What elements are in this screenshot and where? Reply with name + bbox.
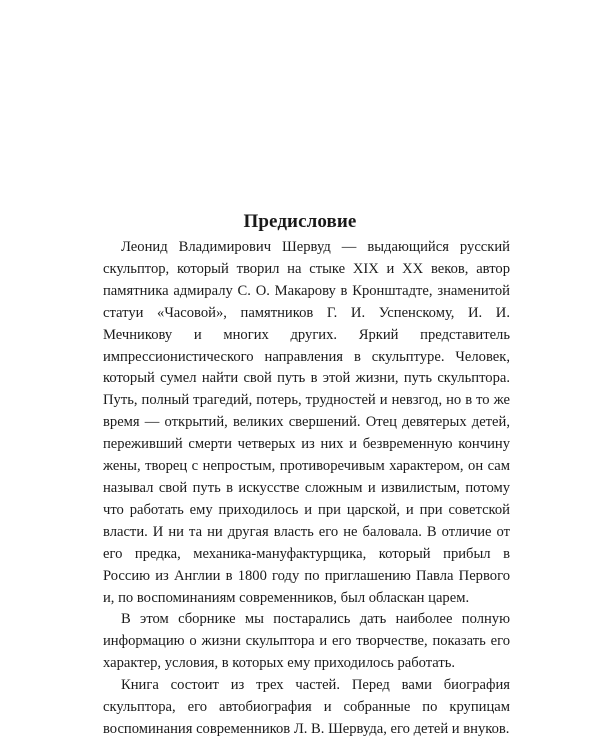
paragraph-intro: Леонид Владимирович Шервуд — выдающийся русский скульптор, который творил на стыке XIX и XX веков, автор памятника адмиралу С. О. Макарову в Кронштадте, знаменитой статуи «Часовой», памятников Г. И. Успенскому, И. И. Мечникову и многих других. Яркий представитель импрессионистического направления в скульптуре. Человек, который сумел найти свой путь в этой жизни, путь скульптора. Путь, полный трагедий, потерь, трудностей и невзгод, но в то же время — открытий, великих свершений. Отец девятерых детей, переживший смерти четверых из них и безвременную кончину жены, творец с непростым, противоречивым характером, он сам называл свой путь в искусстве сложным и извилистым, потому что работать ему приходилось и при царской, и при советской власти. И ни та ни другая власть его не баловала. В отличие от его предка, механика-мануфактурщика, который прибыл в Россию из Англии в 1800 году по приглашению Павла Первого и, по воспоминаниям современников, был обласкан царем. [103, 239, 510, 606]
page-title: Предисловие [243, 210, 357, 232]
paragraph-collection: В этом сборнике мы постарались дать наиболее полную информацию о жизни скульптора и его творчестве, показать его характер, условия, в которых ему приходилось работать. [103, 611, 510, 672]
paragraph-structure: Книга состоит из трех частей. Перед вами биография скульптора, его автобиография и собранные по крупицам воспоминания современников Л. В. Шервуда, его детей и внуков. [103, 677, 510, 737]
body-text [103, 237, 510, 741]
